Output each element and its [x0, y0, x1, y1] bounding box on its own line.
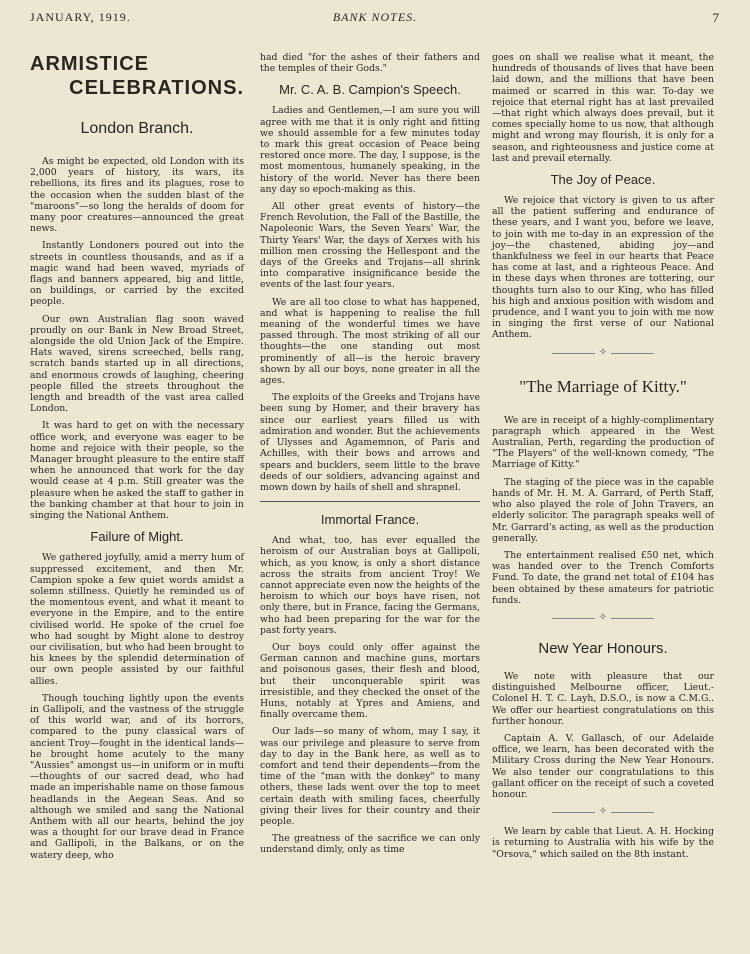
section-heading-london-branch: London Branch.: [80, 120, 194, 137]
column-2: [260, 52, 480, 862]
paragraph: had died "for the ashes of their fathers and the temples of their Gods.": [260, 52, 480, 75]
section-heading-failure-of-might: Failure of Might.: [90, 529, 184, 545]
paragraph: We are all too close to what has happened, and what is happening to realise the full meaning of the wonderful times we have passed through. The most striking of all our thoughts—the one standing out most prominently of all—is the heroic bravery shown by all our boys, none greater in all the ages.: [260, 296, 480, 387]
paragraph: goes on shall we realise what it meant, the hundreds of thousands of lives that have been laid down, and the millions that have been maimed or scarred in this war. To-day we rejoice that eternal right has at last prevailed—that right which always does prevail, but it comes specially home to us now, that although might and wrong may flourish, it is only for a season, and righteousness and justice come at last and prevail eternally.: [492, 52, 714, 164]
column-3: [492, 52, 714, 866]
paragraph: We gathered joyfully, amid a merry hum of suppressed excitement, and then Mr. Campion spoke a few quiet words amidst a solemn stillness. Quietly he reminded us of the momentous event, and what it meant to everyone in the Empire, and to the entire civilised world. He spoke of the cruel foe who had sought by Might alone to destroy our civilisation, but who had been brought to his knees by the splendid determination of our own people assisted by our faithful allies.: [30, 552, 244, 687]
paragraph: The staging of the piece was in the capable hands of Mr. H. M. A. Garrard, of Perth Staff, who also played the role of John Travers, an elderly solicitor. The paragraph speaks well of Mr. Garrard's acting, as well as the production generally.: [492, 476, 714, 544]
column-1: [30, 52, 244, 867]
separator-ornament: ✧: [492, 612, 714, 624]
paragraph: And what, too, has ever equalled the heroism of our Australian boys at Gallipoli, which, as you know, is only a short distance across the straits from ancient Troy! We cannot appreciate even now the heights of the heroism to which our boys have risen, not only there, but in France, facing the Germans, who had been preparing for the war for the past forty years.: [260, 535, 480, 636]
paragraph: All other great events of history—the French Revolution, the Fall of the Bastille, the Napoleonic Wars, the Seven Years' War, the Thirty Years' War, the days of Xerxes with his million men crossing the Hellespont and the days of the Greeks and Trojans—all shrink into comparative insignificance beside the events of the last four years.: [260, 201, 480, 291]
paragraph: The entertainment realised £50 net, which was handed over to the Trench Comforts Fund. To date, the grand net total of £104 has been obtained by these amateurs for patriotic funds.: [492, 549, 714, 606]
paragraph: The exploits of the Greeks and Trojans have been sung by Homer, and their bravery has since our earliest years filled us with admiration and wonder. But the achievements of Ulysses and Agamemnon, of Paris and Achilles, with their bows and arrows and spears and bucklers, seem little to the brave deeds of our soldiers, advancing against and mown down by hails of shell and shrapnel.: [260, 392, 480, 493]
article-title-line2: CELEBRATIONS.: [69, 77, 244, 99]
page-number: 7: [712, 10, 720, 25]
paragraph: We rejoice that victory is given to us after all the patient suffering and endurance of these years, and I want you, before we leave, to join with me to-day in an expression of the joy—the chastened, abiding joy—and thankfulness we feel in our hearts that Peace has come at last, and a righteous Peace. And in these days when thrones are tottering, our thoughts turn also to our King, who has filled his high and anxious position with wisdom and prudence, and I want you to join with me now in singing the first verse of our National Anthem.: [492, 195, 714, 341]
article-heading-new-year-honours: New Year Honours.: [538, 639, 668, 657]
paragraph: Our boys could only offer against the German cannon and machine guns, mortars and poisonous gases, their flesh and blood, but their unconquerable spirit was irresistible, and they checked the onset of the Huns, notably at Ypres and Amiens, and finally overcame them.: [260, 641, 480, 721]
publication-title: BANK NOTES.: [332, 10, 418, 24]
paragraph: We note with pleasure that our distinguished Melbourne officer, Lieut.-Colonel H. T. C. Layh, D.S.O., is now a C.M.G.. We offer our heartiest congratulations on this further honour.: [492, 670, 714, 727]
section-heading-joy-of-peace: The Joy of Peace.: [550, 172, 656, 188]
paragraph: Our lads—so many of whom, may I say, it was our privilege and pleasure to serve from day to day in the Bank here, as well as to comfort and tend their dependents—from the time of the "man with the donkey" to many others, these lads went over the top to meet certain death with smiling faces, cheerfully giving their lives for their country and their people.: [260, 726, 480, 827]
paragraph: It was hard to get on with the necessary office work, and everyone was eager to be home and rejoice with their people, so the Manager brought pleasure to the entire staff when he announced that work for the day would cease at 4 p.m. Still greater was the pleasure when he asked the staff to gather in the banking chamber at that hour to join in singing the National Anthem.: [30, 420, 244, 522]
paragraph: Instantly Londoners poured out into the streets in countless thousands, and as if a magic wand had been waved, myriads of flags and banners appeared, big and little, on buildings, or carried by the excited people.: [30, 240, 244, 308]
section-heading-campion-speech: Mr. C. A. B. Campion's Speech.: [279, 82, 461, 98]
running-header: [30, 8, 720, 30]
paragraph: Ladies and Gentlemen,—I am sure you will agree with me that it is only right and fitting we should assemble for a few minutes today to mark this great occasion of Peace being restored once more. The day, I suppose, is the most momentous, humanely speaking, in the history of the world. Never has there been any day so epoch-making as this.: [260, 105, 480, 195]
paragraph: Our own Australian flag soon waved proudly on our Bank in New Broad Street, alongside the old Union Jack of the Empire. Hats waved, sirens screeched, bells rang, scratch bands started up in all directions, and enormous crowds of laughing, cheering people filled the streets throughout the length and breadth of the vast area called London.: [30, 313, 244, 415]
separator-ornament: ✧: [492, 347, 714, 359]
section-heading-immortal-france: Immortal France.: [260, 501, 480, 527]
separator-ornament: ✧: [492, 806, 714, 818]
paragraph: We are in receipt of a highly-complimentary paragraph which appeared in the West Australian, Perth, regarding the production of "The Players" of the well-known comedy, "The Marriage of Kitty.": [492, 414, 714, 471]
issue-date: JANUARY, 1919.: [30, 10, 131, 24]
article-heading-marriage-of-kitty: "The Marriage of Kitty.": [519, 376, 687, 396]
paragraph: The greatness of the sacrifice we can only understand dimly, only as time: [260, 833, 480, 856]
paragraph: We learn by cable that Lieut. A. H. Hocking is returning to Australia with his wife by the "Orsova," which sailed on the 8th instant.: [492, 826, 714, 860]
paragraph: Captain A. V. Gallasch, of our Adelaide office, we learn, has been decorated with the Military Cross during the New Year Honours. We also tender our congratulations to this gallant officer on the receipt of such a coveted honour.: [492, 732, 714, 800]
paragraph: Though touching lightly upon the events in Gallipoli, and the vastness of the struggle of this world war, and of its horrors, compared to the puny classical wars of ancient Troy—fought in the identical lands—he brought home acutely to the many "Aussies" amongst us—in uniform or in mufti—thoughts of our sacred dead, who had made an imperishable name on those famous headlands in the Aegean Seas. And so although we smiled and sang the National Anthem with all our hearts, behind the joy was a thought for our brave dead in France and Gallipoli, in the Balkans, or on the watery deep, who: [30, 692, 244, 861]
paragraph: As might be expected, old London with its 2,000 years of history, its wars, its rebellions, its fires and its plagues, rose to the occasion when the sudden blast of the "maroons"—so long the heralds of doom for many poor creatures—announced the great news.: [30, 156, 244, 235]
article-title-line1: ARMISTICE: [30, 53, 149, 75]
